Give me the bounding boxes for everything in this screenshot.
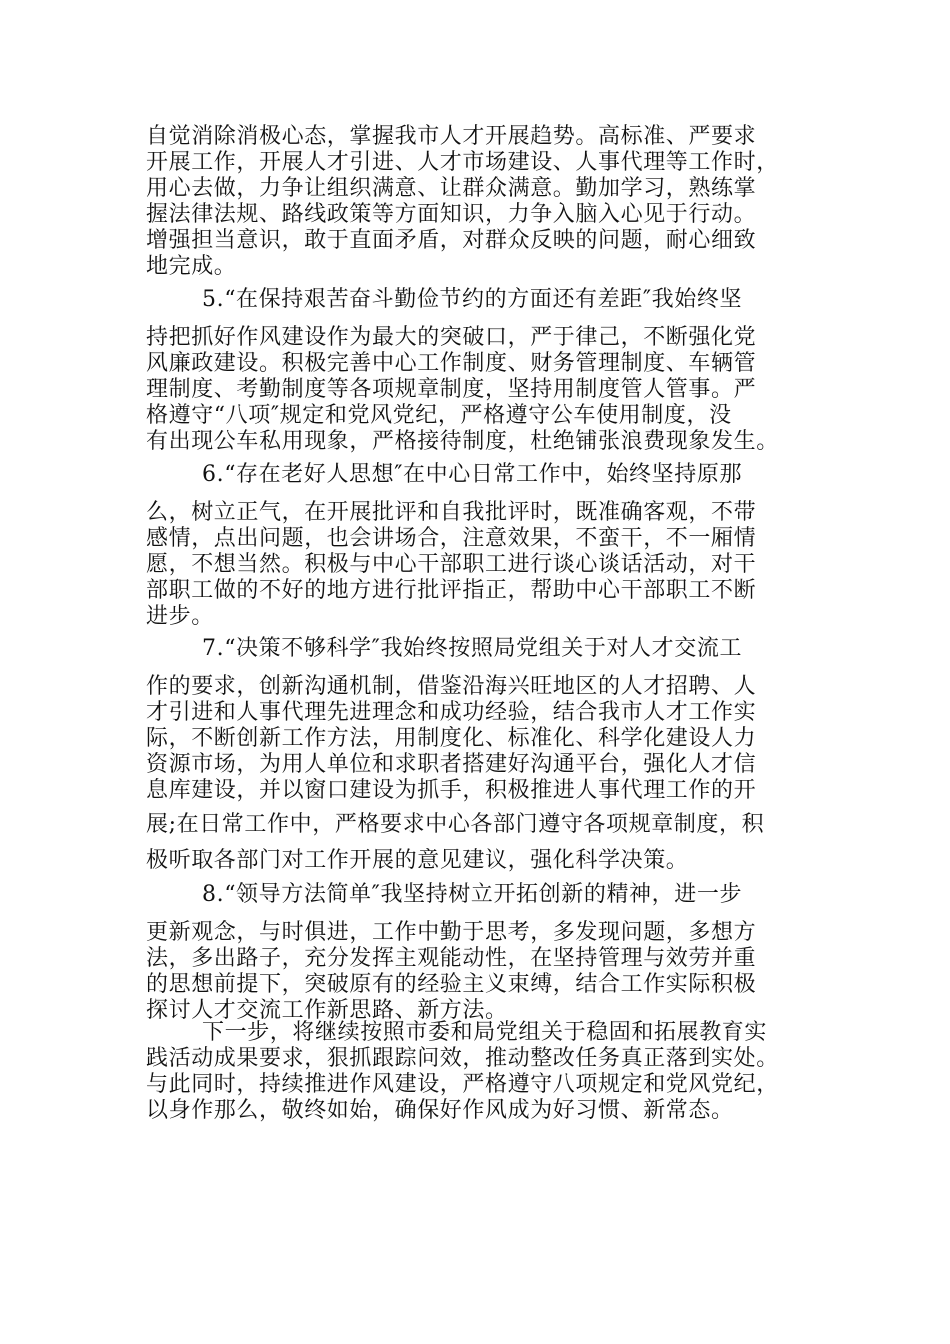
text-line: 理制度、考勤制度等各项规章制度，坚持用制度管人管事。严 (146, 377, 757, 402)
text-line: 践活动成果要求，狠抓跟踪问效，推动整改任务真正落到实处。 (146, 1046, 779, 1071)
text-line: 用心去做，力争让组织满意、让群众满意。勤加学习，熟练掌 (146, 176, 757, 201)
text-line: 作的要求，创新沟通机制，借鉴沿海兴旺地区的人才招聘、人 (146, 674, 757, 699)
text-line: 部职工做的不好的地方进行批评指正，帮助中心干部职工不断 (146, 578, 757, 603)
text-line: 下一步，将继续按照市委和局党组关于稳固和拓展教育实 (202, 1020, 768, 1045)
item-heading-line: 8.“领导方法简单″我坚持树立开拓创新的精神，进一步 (202, 882, 743, 907)
text-line: 进步。 (146, 604, 214, 629)
text-line: 自觉消除消极心态，掌握我市人才开展趋势。高标准、严要求 (146, 124, 757, 149)
item-heading-line: 6.“存在老好人思想″在中心日常工作中，始终坚持原那 (202, 462, 743, 487)
text-line: 法，多出路子，充分发挥主观能动性，在坚持管理与效劳并重 (146, 946, 757, 971)
text-line: 的思想前提下，突破原有的经验主义束缚，结合工作实际积极 (146, 972, 757, 997)
text-line: 探讨人才交流工作新思路、新方法。 (146, 998, 508, 1023)
text-line: 感情，点出问题，也会讲场合，注意效果，不蛮干，不一厢情 (146, 526, 757, 551)
text-line: 持把抓好作风建设作为最大的突破口，严于律己，不断强化党 (146, 325, 757, 350)
text-line: 格遵守“八项″规定和党风党纪，严格遵守公车使用制度，没 (146, 403, 732, 428)
text-line: 以身作那么，敬终如始，确保好作风成为好习惯、新常态。 (146, 1098, 734, 1123)
text-line: 地完成。 (146, 254, 237, 279)
text-line: 有出现公车私用现象，严格接待制度，杜绝铺张浪费现象发生。 (146, 429, 779, 454)
text-line: 资源市场，为用人单位和求职者搭建好沟通平台，强化人才信 (146, 752, 757, 777)
text-line: 息库建设，并以窗口建设为抓手，积极推进人事代理工作的开 (146, 778, 757, 803)
text-line: 才引进和人事代理先进理念和成功经验，结合我市人才工作实 (146, 700, 757, 725)
text-line: 更新观念，与时俱进，工作中勤于思考，多发现问题，多想方 (146, 920, 757, 945)
text-line: 展;在日常工作中，严格要求中心各部门遵守各项规章制度，积 (146, 812, 765, 837)
text-line: 与此同时，持续推进作风建设，严格遵守八项规定和党风党纪， (146, 1072, 779, 1097)
text-line: 增强担当意识，敢于直面矛盾，对群众反映的问题，耐心细致 (146, 228, 757, 253)
text-line: 开展工作，开展人才引进、人才市场建设、人事代理等工作时， (146, 150, 779, 175)
text-line: 么，树立正气，在开展批评和自我批评时，既准确客观，不带 (146, 500, 757, 525)
text-line: 风廉政建设。积极完善中心工作制度、财务管理制度、车辆管 (146, 351, 757, 376)
text-line: 愿，不想当然。积极与中心干部职工进行谈心谈话活动，对干 (146, 552, 757, 577)
item-heading-line: 5.“在保持艰苦奋斗勤俭节约的方面还有差距″我始终坚 (202, 287, 743, 312)
item-heading-line: 7.“决策不够科学″我始终按照局党组关于对人才交流工 (202, 636, 743, 661)
text-line: 握法律法规、路线政策等方面知识，力争入脑入心见于行动。 (146, 202, 757, 227)
text-line: 极听取各部门对工作开展的意见建议，强化科学决策。 (146, 848, 689, 873)
text-line: 际，不断创新工作方法，用制度化、标准化、科学化建设人力 (146, 726, 757, 751)
